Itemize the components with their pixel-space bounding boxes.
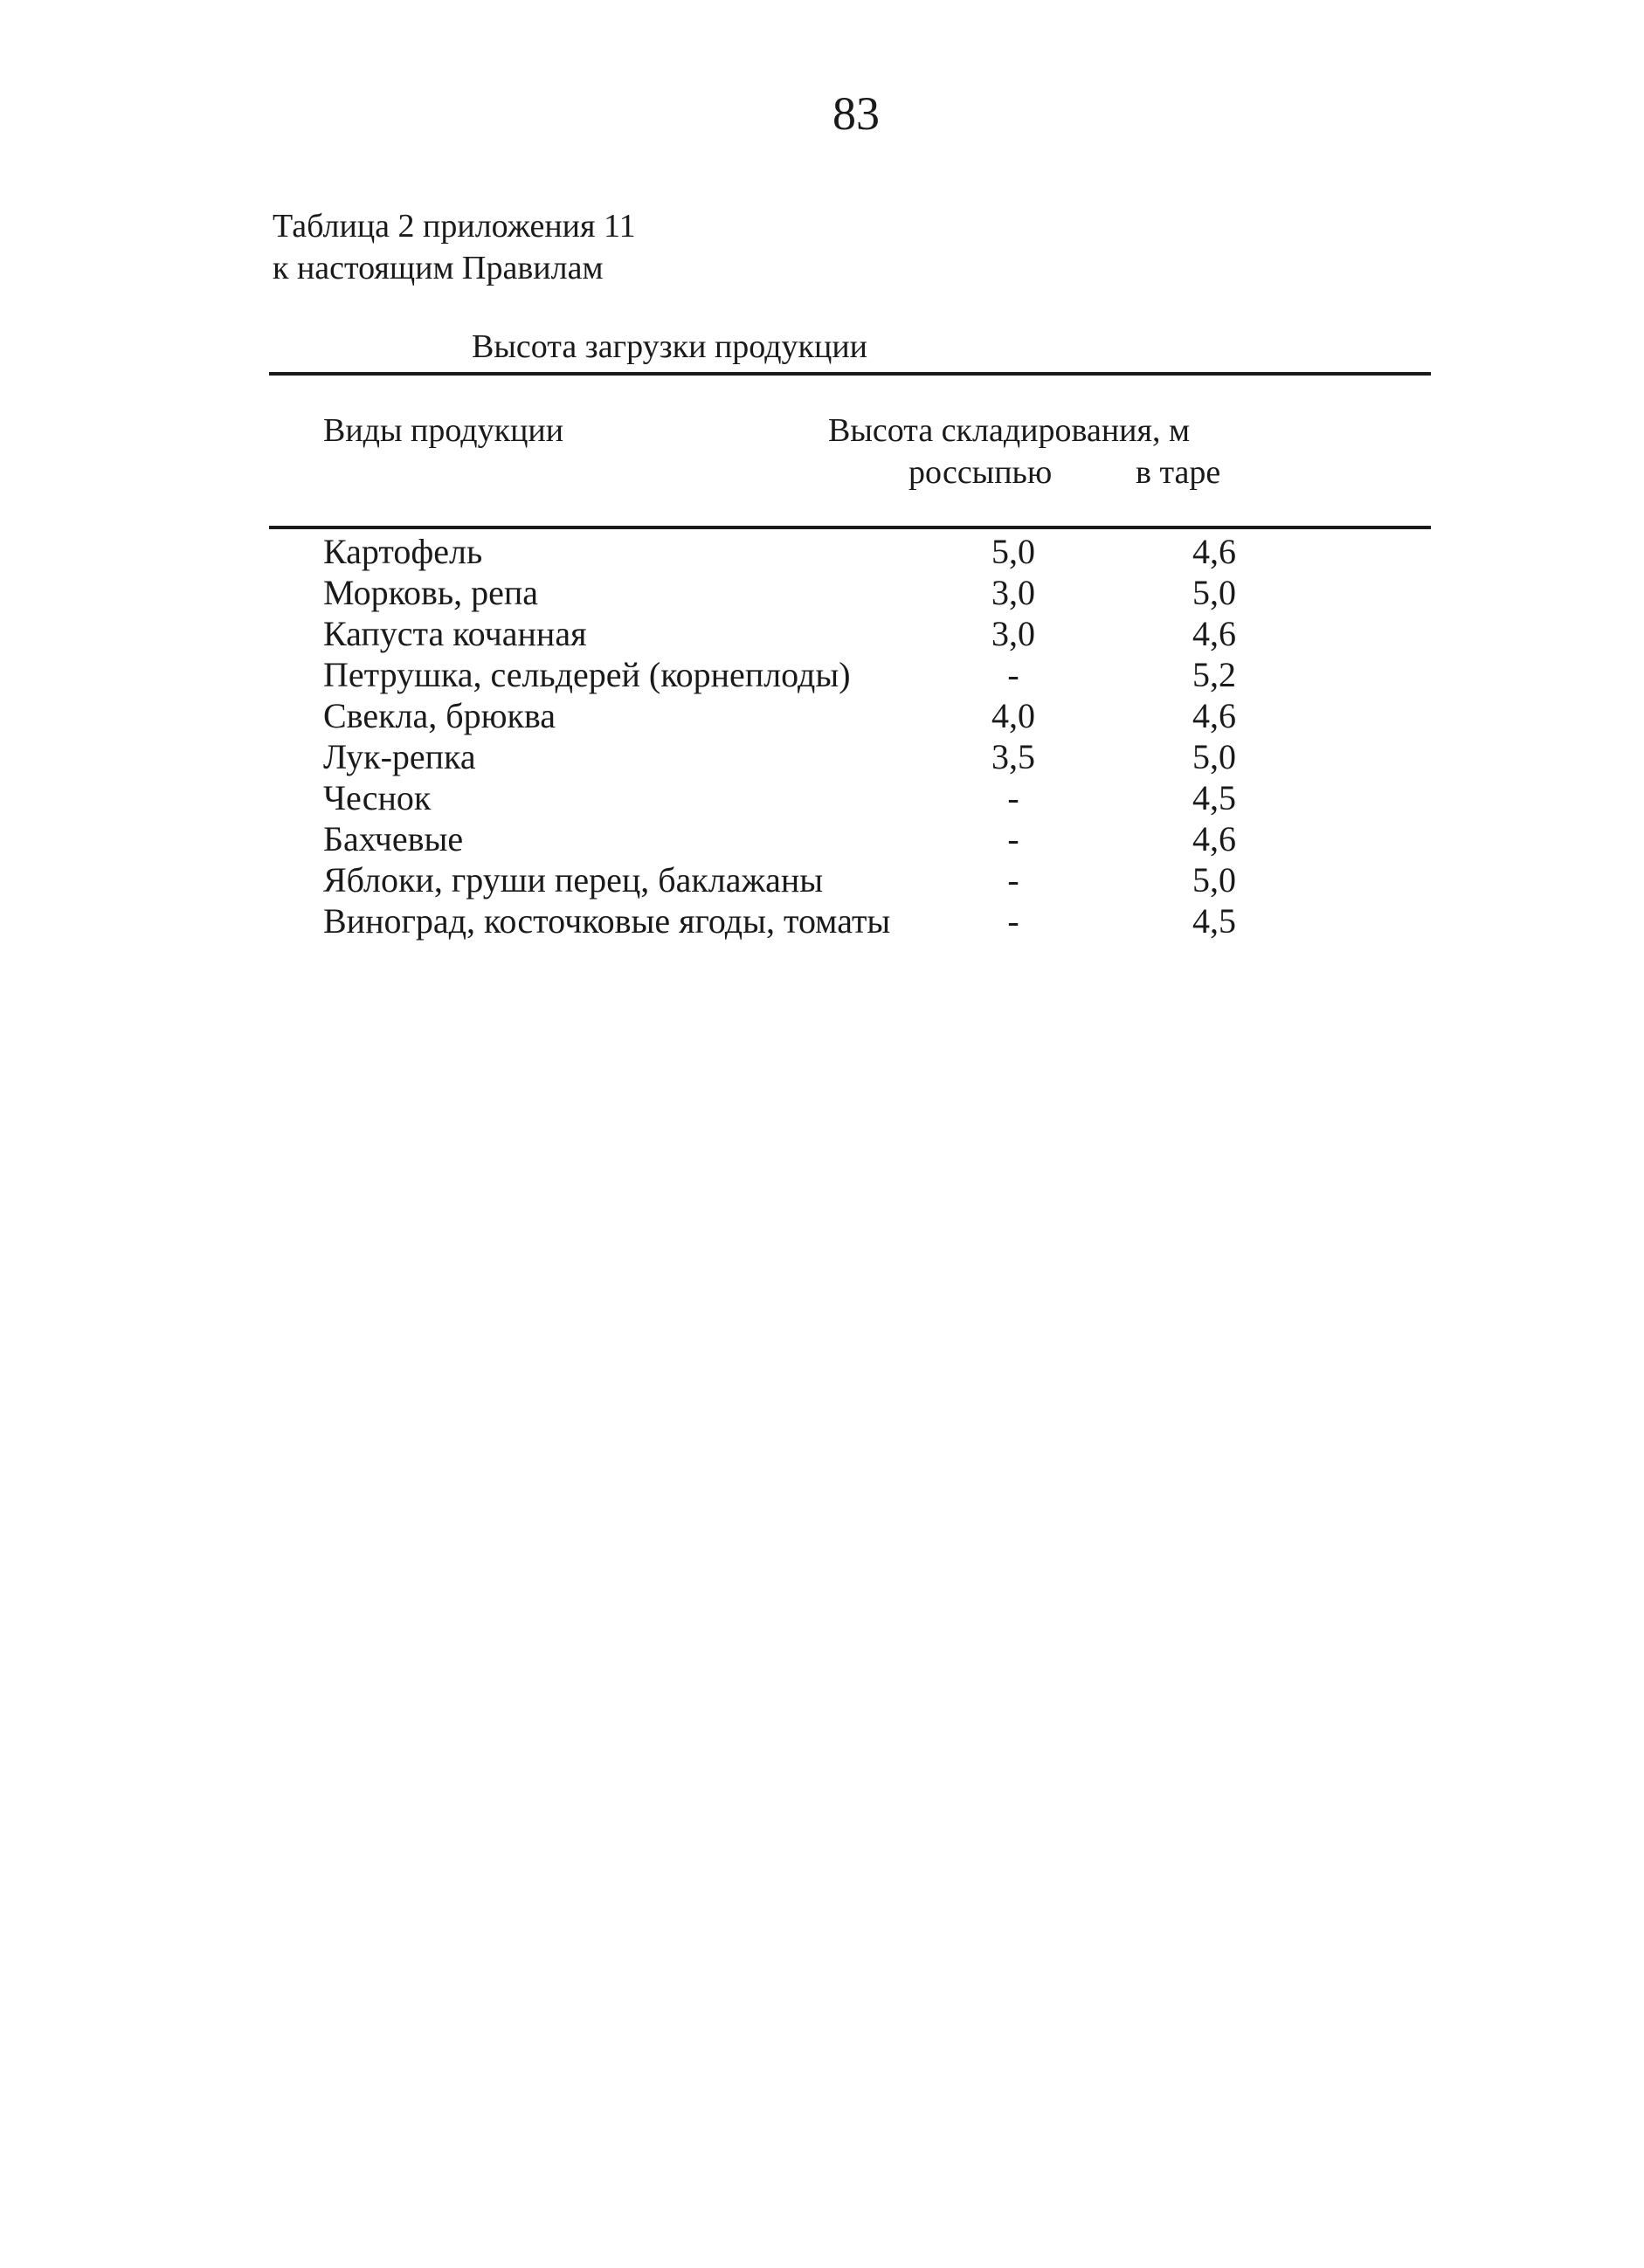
product-name: Яблоки, груши перец, баклажаны bbox=[323, 860, 824, 900]
product-name: Бахчевые bbox=[323, 819, 464, 858]
product-name: Петрушка, сельдерей (корнеплоды) bbox=[323, 655, 851, 694]
product-name: Свекла, брюква bbox=[323, 696, 556, 735]
table-row bbox=[0, 531, 1644, 572]
column-subheader-tare: в таре bbox=[1136, 454, 1221, 491]
height-tare-value: 4,6 bbox=[1192, 819, 1236, 858]
height-tare-value: 4,5 bbox=[1192, 778, 1236, 817]
column-header-kinds: Виды продукции bbox=[323, 412, 564, 449]
product-name: Лук-репка bbox=[323, 737, 476, 776]
product-name: Виноград, косточковые ягоды, томаты bbox=[323, 901, 891, 941]
height-tare-value: 4,6 bbox=[1192, 614, 1236, 653]
height-tare-value: 4,6 bbox=[1192, 696, 1236, 735]
table-caption-line-1: Таблица 2 приложения 11 bbox=[273, 208, 636, 245]
table-body bbox=[0, 531, 1644, 941]
table-caption-line-2: к настоящим Правилам bbox=[273, 250, 604, 286]
height-bulk-value: - bbox=[1007, 778, 1019, 817]
height-tare-value: 4,6 bbox=[1192, 532, 1236, 571]
product-name: Чеснок bbox=[323, 778, 432, 817]
table-row bbox=[0, 900, 1644, 941]
height-tare-value: 5,0 bbox=[1192, 737, 1236, 776]
height-tare-value: 5,0 bbox=[1192, 860, 1236, 900]
height-bulk-value: - bbox=[1007, 655, 1019, 694]
height-bulk-value: - bbox=[1007, 860, 1019, 900]
height-bulk-value: 5,0 bbox=[991, 532, 1035, 571]
height-bulk-value: 3,5 bbox=[991, 737, 1035, 776]
height-tare-value: 5,0 bbox=[1192, 573, 1236, 612]
table-row bbox=[0, 695, 1644, 736]
table-row bbox=[0, 613, 1644, 654]
table-row bbox=[0, 859, 1644, 900]
height-tare-value: 4,5 bbox=[1192, 901, 1236, 941]
height-tare-value: 5,2 bbox=[1192, 655, 1236, 694]
product-name: Морковь, репа bbox=[323, 573, 539, 612]
table-row bbox=[0, 654, 1644, 695]
table-row bbox=[0, 777, 1644, 818]
table-header-rule bbox=[269, 526, 1431, 529]
product-name: Картофель bbox=[323, 532, 483, 571]
table-row bbox=[0, 572, 1644, 613]
table-top-rule bbox=[269, 372, 1431, 376]
column-header-height: Высота складирования, м bbox=[828, 412, 1191, 449]
height-bulk-value: 3,0 bbox=[991, 573, 1035, 612]
height-bulk-value: - bbox=[1007, 819, 1019, 858]
height-bulk-value: - bbox=[1007, 901, 1019, 941]
column-subheader-bulk: россыпью bbox=[908, 454, 1053, 491]
product-name: Капуста кочанная bbox=[323, 614, 587, 653]
table-row bbox=[0, 736, 1644, 777]
table-row bbox=[0, 818, 1644, 859]
height-bulk-value: 4,0 bbox=[991, 696, 1035, 735]
height-bulk-value: 3,0 bbox=[991, 614, 1035, 653]
table-title: Высота загрузки продукции bbox=[472, 328, 867, 365]
page-number: 83 bbox=[832, 87, 880, 140]
